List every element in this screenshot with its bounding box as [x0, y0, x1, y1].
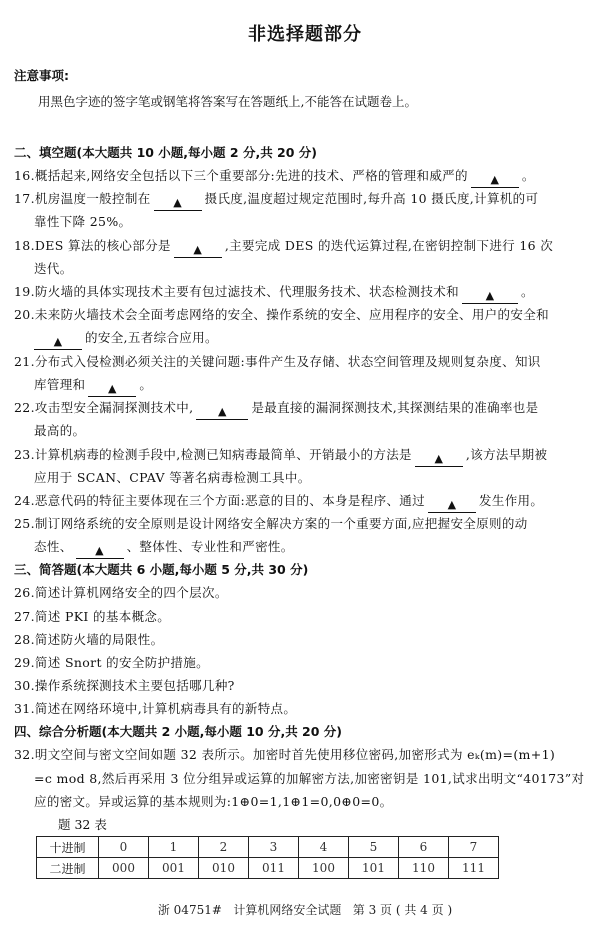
- answer-blank: ▲: [88, 381, 136, 397]
- question-16: [14, 166, 535, 188]
- question-text: 17.机房温度一般控制在: [14, 191, 151, 206]
- question-24: [14, 491, 543, 513]
- answer-blank: ▲: [174, 242, 222, 258]
- table-cell: 0: [99, 837, 149, 858]
- table-cell: 010: [199, 858, 249, 879]
- question-22-continued: 最高的。: [34, 423, 86, 438]
- question-19: [14, 282, 534, 304]
- answer-blank: ▲: [428, 497, 476, 513]
- question-25-continued: [34, 537, 294, 559]
- question-21-continued: [34, 375, 152, 397]
- answer-blank: ▲: [471, 172, 519, 188]
- answer-blank: ▲: [154, 195, 202, 211]
- table-cell: 110: [399, 858, 449, 879]
- question-20-continued: [34, 328, 218, 350]
- question-text: 摄氏度,温度超过规定范围时,每升高 10 摄氏度,计算机的可: [204, 191, 539, 206]
- table-cell: 3: [249, 837, 299, 858]
- question-31: 31.简述在网络环境中,计算机病毒具有的新特点。: [14, 701, 297, 716]
- fill-in-section-heading: 二、填空题(本大题共 10 小题,每小题 2 分,共 20 分): [14, 145, 318, 160]
- question-29: 29.简述 Snort 的安全防护措施。: [14, 655, 209, 670]
- question-text: 态性、: [34, 539, 73, 554]
- question-25: [14, 514, 528, 532]
- answer-blank: ▲: [34, 334, 82, 350]
- question-18-continued: 迭代。: [34, 261, 73, 276]
- answer-blank: ▲: [415, 451, 463, 467]
- row-header: 二进制: [37, 858, 99, 879]
- question-text: ,该方法早期被: [465, 447, 548, 462]
- table-cell: 111: [449, 858, 499, 879]
- question-23-continued: 应用于 SCAN、CPAV 等著名病毒检测工具中。: [34, 470, 311, 485]
- question-32: 32.明文空间与密文空间如题 32 表所示。加密时首先使用移位密码,加密形式为 eₖ(m)=(m+1): [14, 747, 556, 762]
- table-row: [37, 837, 499, 858]
- page-footer: 浙 04751# 计算机网络安全试题 第 3 页 ( 共 4 页 ): [157, 903, 453, 917]
- question-17: [14, 189, 538, 211]
- question-text: 、整体性、专业性和严密性。: [126, 539, 294, 554]
- table-cell: 100: [299, 858, 349, 879]
- question-text: 是最直接的漏洞探测技术,其探测结果的准确率也是: [251, 400, 539, 415]
- page-title: 非选择题部分: [248, 24, 362, 45]
- table-cell: 5: [349, 837, 399, 858]
- notice-heading: 注意事项:: [14, 68, 69, 83]
- question-text: 的安全,五者综合应用。: [85, 330, 218, 345]
- table-cell: 2: [199, 837, 249, 858]
- question-22: [14, 398, 538, 420]
- question-30: 30.操作系统探测技术主要包括哪几种?: [14, 678, 235, 693]
- question-26: 26.简述计算机网络安全的四个层次。: [14, 585, 228, 600]
- question-text: 。: [139, 377, 153, 392]
- table-cell: 1: [149, 837, 199, 858]
- question-text: 库管理和: [34, 377, 86, 392]
- question-28: 28.简述防火墙的局限性。: [14, 632, 164, 647]
- table-cell: 4: [299, 837, 349, 858]
- answer-blank: ▲: [196, 404, 248, 420]
- question-text: 24.恶意代码的特征主要体现在三个方面:恶意的目的、本身是程序、通过: [14, 493, 425, 508]
- question-20: [14, 305, 549, 323]
- question-32-line-3: 应的密文。异或运算的基本规则为:1⊕0=1,1⊕1=0,0⊕0=0。: [34, 794, 393, 809]
- question-23: [14, 445, 547, 467]
- question-text: 19.防火墙的具体实现技术主要有包过滤技术、代理服务技术、状态检测技术和: [14, 284, 459, 299]
- answer-blank: ▲: [76, 543, 124, 559]
- question-text: 21.分布式入侵检测必须关注的关键问题:事件产生及存储、状态空间管理及规则复杂度、知识: [14, 354, 541, 369]
- question-text: 22.攻击型安全漏洞探测技术中,: [14, 400, 194, 415]
- question-text: 。: [520, 284, 534, 299]
- question-text: ,主要完成 DES 的迭代运算过程,在密钥控制下进行 16 次: [224, 238, 554, 253]
- table-cell: 001: [149, 858, 199, 879]
- decimal-binary-table: [36, 836, 499, 879]
- question-text: 23.计算机病毒的检测手段中,检测已知病毒最简单、开销最小的方法是: [14, 447, 412, 462]
- question-text: 发生作用。: [479, 493, 544, 508]
- row-header: 十进制: [37, 837, 99, 858]
- question-text: 20.未来防火墙技术会全面考虑网络的安全、操作系统的安全、应用程序的安全、用户的安全和: [14, 307, 549, 322]
- question-17-continued: 靠性下降 25%。: [34, 214, 132, 229]
- table-cell: 011: [249, 858, 299, 879]
- answer-blank: ▲: [462, 288, 518, 304]
- question-text: 。: [521, 168, 535, 183]
- table-caption: 题 32 表: [58, 817, 107, 832]
- table-cell: 7: [449, 837, 499, 858]
- question-32-line-2: =c mod 8,然后再采用 3 位分组异或运算的加解密方法,加密密钥是 101,试求出明文“40173”对: [34, 771, 585, 786]
- table-row: [37, 858, 499, 879]
- table-cell: 6: [399, 837, 449, 858]
- table-cell: 101: [349, 858, 399, 879]
- question-text: 16.概括起来,网络安全包括以下三个重要部分:先进的技术、严格的管理和威严的: [14, 168, 468, 183]
- table-cell: 000: [99, 858, 149, 879]
- question-text: 18.DES 算法的核心部分是: [14, 238, 171, 253]
- analysis-section-heading: 四、综合分析题(本大题共 2 小题,每小题 10 分,共 20 分): [14, 724, 343, 739]
- question-18: [14, 236, 553, 258]
- short-answer-section-heading: 三、简答题(本大题共 6 小题,每小题 5 分,共 30 分): [14, 562, 309, 577]
- notice-text: 用黑色字迹的签字笔或钢笔将答案写在答题纸上,不能答在试题卷上。: [38, 94, 417, 109]
- question-21: [14, 352, 541, 370]
- question-text: 25.制订网络系统的安全原则是设计网络安全解决方案的一个重要方面,应把握安全原则的动: [14, 516, 528, 531]
- question-27: 27.简述 PKI 的基本概念。: [14, 609, 171, 624]
